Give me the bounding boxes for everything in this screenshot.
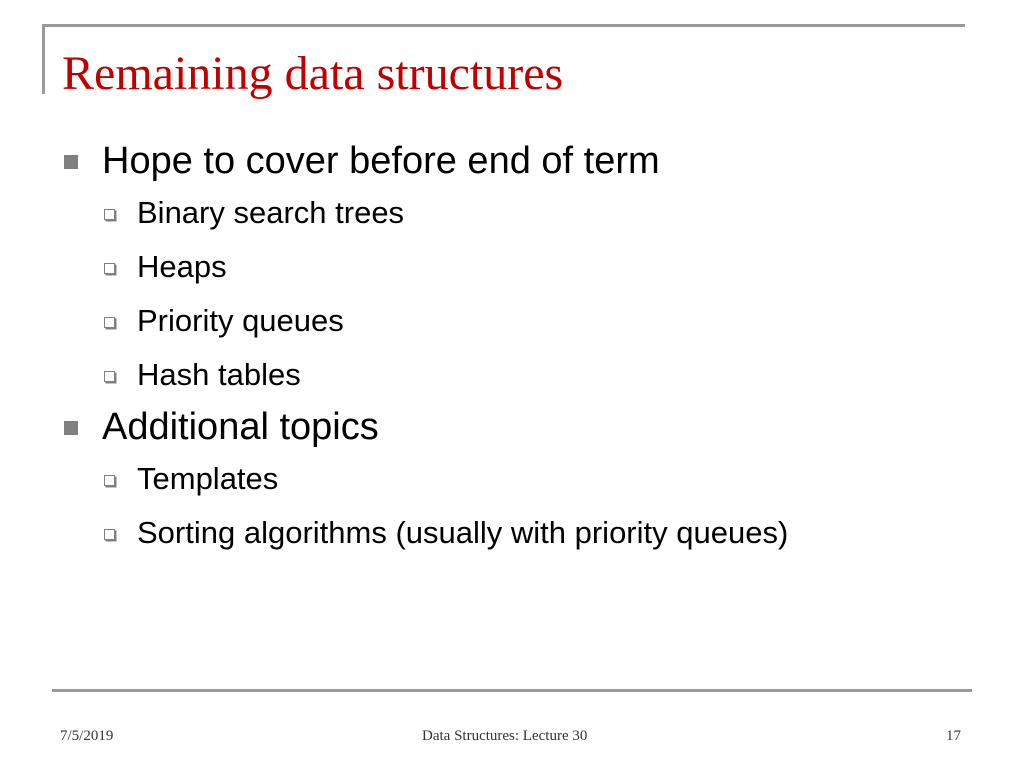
hollow-square-bullet-icon [104, 475, 115, 486]
left-frame-line [42, 24, 45, 94]
list-item [62, 294, 962, 348]
hollow-square-bullet-icon [104, 371, 115, 382]
list-item [62, 186, 962, 240]
section-heading-additional [62, 402, 962, 452]
section-heading-text: Additional topics [102, 406, 379, 448]
square-bullet-icon [64, 155, 78, 169]
list-item [62, 348, 962, 402]
hollow-square-bullet-icon [104, 263, 115, 274]
list-item-text: Sorting algorithms (usually with priority queues) [137, 515, 789, 550]
hollow-square-bullet-icon [104, 317, 115, 328]
footer-rule [52, 689, 972, 692]
footer-lecture-title: Data Structures: Lecture 30 [422, 728, 588, 744]
hollow-square-bullet-icon [104, 209, 115, 220]
list-item-text: Heaps [137, 249, 227, 284]
list-item-text: Hash tables [137, 357, 301, 392]
list-item-text: Priority queues [137, 303, 344, 338]
square-bullet-icon [64, 421, 78, 435]
list-item-text: Templates [137, 461, 279, 496]
list-item [62, 506, 962, 560]
list-item-text: Binary search trees [137, 195, 405, 230]
slide-title: Remaining data structures [62, 47, 564, 100]
section-heading-cover [62, 136, 962, 186]
hollow-square-bullet-icon [104, 529, 115, 540]
top-frame-line [42, 24, 965, 27]
list-item [62, 240, 962, 294]
footer-page-number: 17 [946, 728, 961, 744]
slide-content [62, 136, 962, 560]
section-heading-text: Hope to cover before end of term [102, 140, 660, 182]
footer-date: 7/5/2019 [60, 728, 114, 744]
list-item [62, 452, 962, 506]
